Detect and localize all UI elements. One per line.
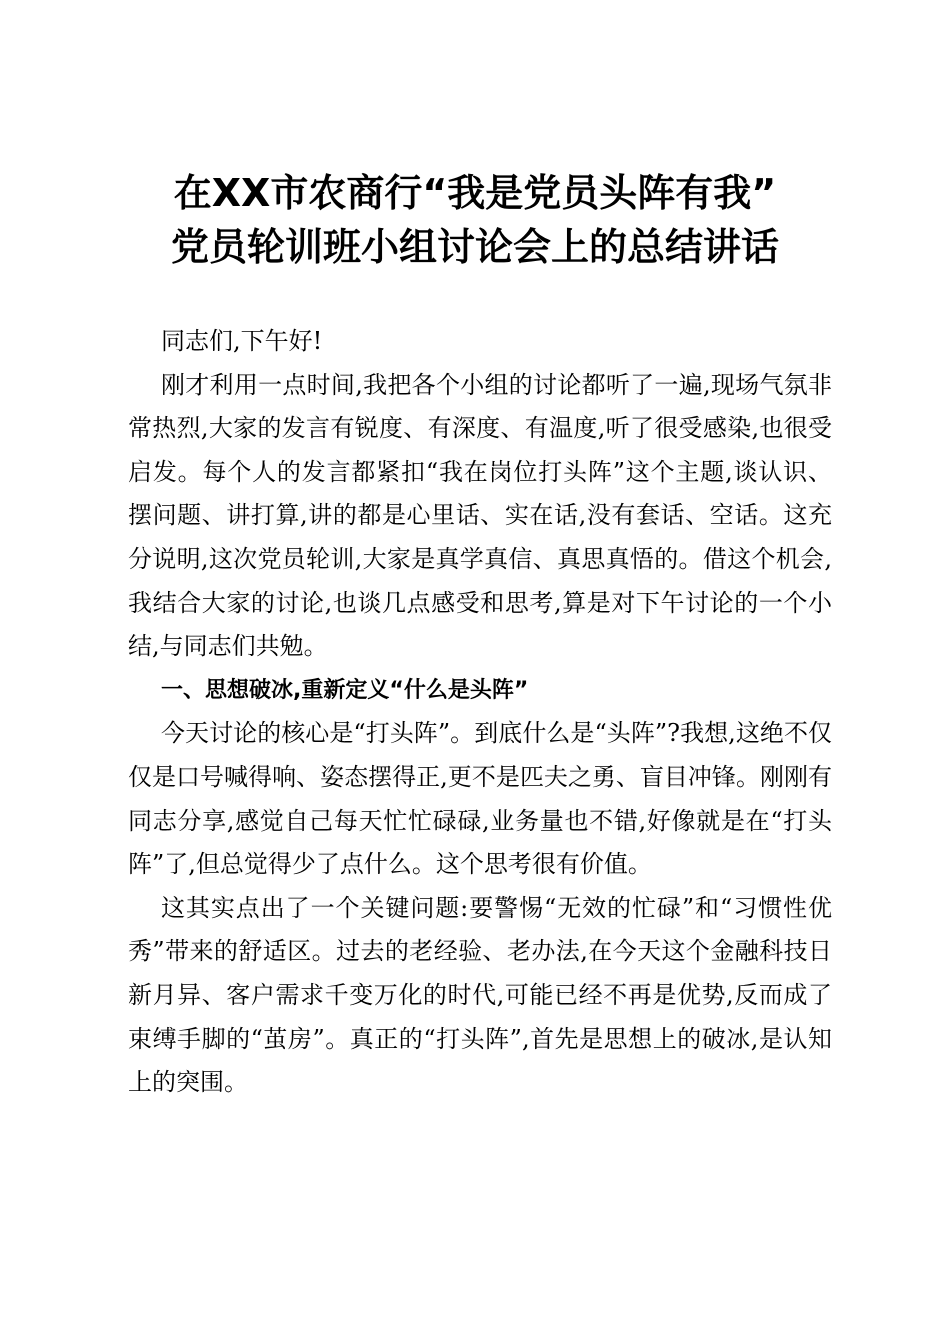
greeting-paragraph: 同志们,下午好! — [161, 327, 323, 355]
document-title-line-2: 党员轮训班小组讨论会上的总结讲话 — [170, 225, 779, 269]
document-title-line-1: 在XX市农商行“我是党员头阵有我” — [173, 171, 777, 215]
body-paragraph: 这其实点出了一个关键问题:要警惕“无效的忙碌”和“习惯性优秀”带来的舒适区。过去的老经验、老办法,在今天这个金融科技日新月异、客户需求千变万化的时代,可能已经不再是优势,反而成了束缚手脚的“茧房”。真正的“打头阵”,首先是思想上的破冰,是认知上的突围。 — [128, 893, 832, 1097]
document-body — [128, 320, 832, 1105]
body-paragraph: 刚才利用一点时间,我把各个小组的讨论都听了一遍,现场气氛非常热烈,大家的发言有锐度、有深度、有温度,听了很受感染,也很受启发。每个人的发言都紧扣“我在岗位打头阵”这个主题,谈认识、摆问题、讲打算,讲的都是心里话、实在话,没有套话、空话。这充分说明,这次党员轮训,大家是真学真信、真思真悟的。借这个机会,我结合大家的讨论,也谈几点感受和思考,算是对下午讨论的一个小结,与同志们共勉。 — [128, 370, 832, 661]
body-paragraph: 今天讨论的核心是“打头阵”。到底什么是“头阵”?我想,这绝不仅仅是口号喊得响、姿态摆得正,更不是匹夫之勇、盲目冲锋。刚刚有同志分享,感觉自己每天忙忙碌碌,业务量也不错,好像就是在“打头阵”了,但总觉得少了点什么。这个思考很有价值。 — [128, 719, 832, 879]
section-heading: 一、思想破冰,重新定义“什么是头阵” — [161, 677, 529, 703]
